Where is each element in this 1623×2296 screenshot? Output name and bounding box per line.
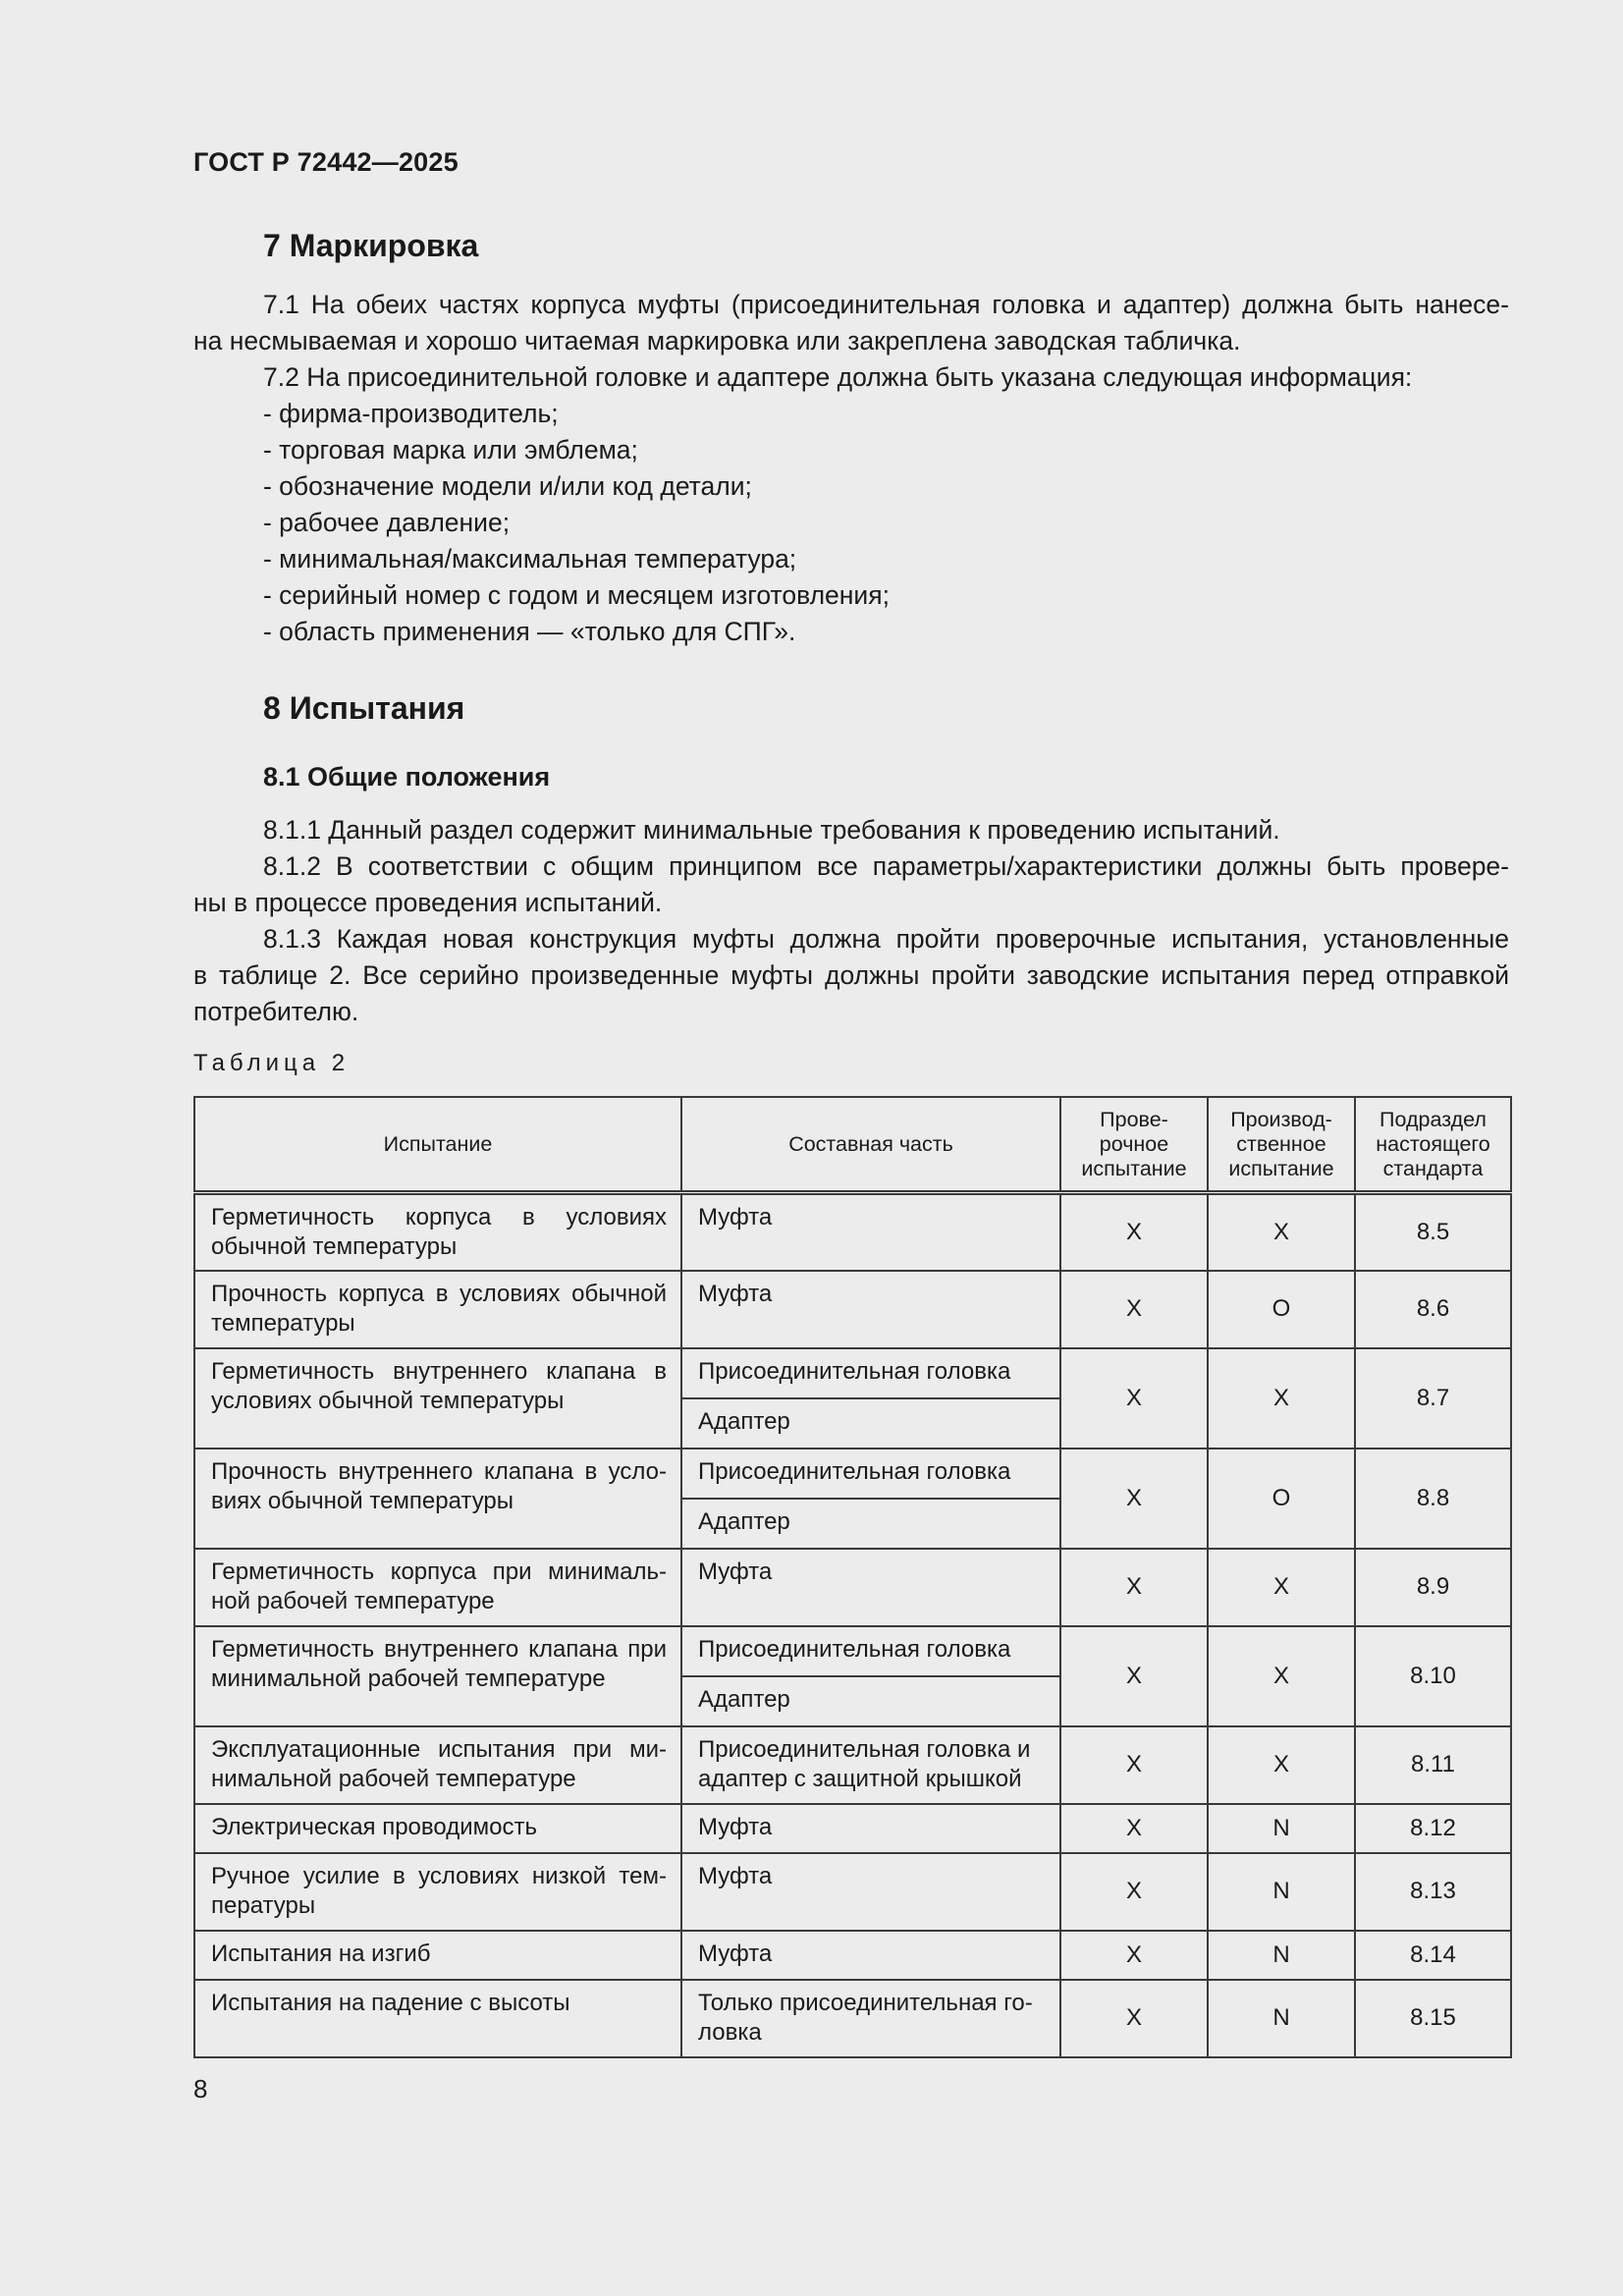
cell-verification: X <box>1060 1626 1208 1726</box>
table-row <box>194 1853 1511 1931</box>
cell-subsection: 8.5 <box>1355 1193 1511 1271</box>
cell-part: Муфта <box>681 1931 1060 1980</box>
header-production: Производ- ственное испытание <box>1208 1097 1355 1193</box>
cell-subsection: 8.11 <box>1355 1726 1511 1804</box>
cell-production: O <box>1208 1449 1355 1549</box>
list-item: - минимальная/максимальная температура; <box>263 544 797 574</box>
section-8-body <box>193 812 1509 1030</box>
cell-production: X <box>1208 1193 1355 1271</box>
header-part: Составная часть <box>681 1097 1060 1193</box>
cell-test: Герметичность внутреннего клапана при минимальной рабочей температуре <box>194 1626 681 1726</box>
cell-part: Муфта <box>681 1271 1060 1348</box>
list-item: - область применения — «только для СПГ». <box>263 617 796 646</box>
table-row <box>194 1193 1511 1271</box>
paragraph-line: на несмываемая и хорошо читаемая маркировка или закреплена заводская табличка. <box>193 326 1241 355</box>
header-subsection: Подраздел настоящего стандарта <box>1355 1097 1511 1193</box>
cell-test: Герметичность корпуса в условиях обычной температуры <box>194 1193 681 1271</box>
table-row <box>194 1626 1511 1676</box>
cell-test: Испытания на падение с высоты <box>194 1980 681 2057</box>
paragraph-line: ны в процессе проведения испытаний. <box>193 888 663 917</box>
cell-test: Испытания на изгиб <box>194 1931 681 1980</box>
cell-part: Присоединительная головка <box>681 1449 1060 1499</box>
cell-production: N <box>1208 1853 1355 1931</box>
page-number: 8 <box>193 2074 208 2104</box>
section-8-title: 8 Испытания <box>263 690 465 726</box>
cell-production: N <box>1208 1804 1355 1853</box>
table-body <box>194 1193 1511 2057</box>
cell-part: Адаптер <box>681 1398 1060 1449</box>
cell-part: Муфта <box>681 1853 1060 1931</box>
cell-test: Электрическая проводимость <box>194 1804 681 1853</box>
paragraph-line: 7.2 На присоединительной головке и адаптере должна быть указана следующая информация: <box>263 362 1413 392</box>
list-item: - обозначение модели и/или код детали; <box>263 471 752 501</box>
paragraph-line: 8.1.1 Данный раздел содержит минимальные требования к проведению испытаний. <box>263 815 1280 845</box>
cell-production: X <box>1208 1348 1355 1449</box>
paragraph-line: 8.1.3 Каждая новая конструкция муфты должна пройти проверочные испытания, установленные <box>263 924 1509 954</box>
cell-verification: X <box>1060 1980 1208 2057</box>
cell-verification: X <box>1060 1549 1208 1626</box>
cell-verification: X <box>1060 1931 1208 1980</box>
table-row <box>194 1804 1511 1853</box>
table-caption: Таблица 2 <box>193 1050 351 1076</box>
cell-verification: X <box>1060 1449 1208 1549</box>
cell-part: Только присоединительная го-ловка <box>681 1980 1060 2057</box>
cell-test: Герметичность корпуса при минималь-ной рабочей температуре <box>194 1549 681 1626</box>
cell-verification: X <box>1060 1804 1208 1853</box>
cell-subsection: 8.10 <box>1355 1626 1511 1726</box>
cell-subsection: 8.7 <box>1355 1348 1511 1449</box>
table-header-row <box>194 1097 1511 1193</box>
table-row <box>194 1980 1511 2057</box>
table-row <box>194 1931 1511 1980</box>
list-item: - рабочее давление; <box>263 508 511 537</box>
cell-production: X <box>1208 1626 1355 1726</box>
cell-test: Прочность корпуса в условиях обычной температуры <box>194 1271 681 1348</box>
document-code: ГОСТ Р 72442—2025 <box>193 147 459 177</box>
table-row <box>194 1726 1511 1804</box>
table-row <box>194 1549 1511 1626</box>
section-7-body <box>193 287 1509 650</box>
cell-production: N <box>1208 1931 1355 1980</box>
cell-subsection: 8.13 <box>1355 1853 1511 1931</box>
cell-part: Присоединительная головка <box>681 1348 1060 1398</box>
cell-subsection: 8.8 <box>1355 1449 1511 1549</box>
paragraph-line: 8.1.2 В соответствии с общим принципом все параметры/характеристики должны быть провере- <box>263 851 1509 881</box>
cell-part: Присоединительная головка и адаптер с защитной крышкой <box>681 1726 1060 1804</box>
cell-subsection: 8.14 <box>1355 1931 1511 1980</box>
header-test: Испытание <box>194 1097 681 1193</box>
list-item: - торговая марка или эмблема; <box>263 435 638 465</box>
table-row <box>194 1348 1511 1398</box>
cell-verification: X <box>1060 1271 1208 1348</box>
cell-test: Герметичность внутреннего клапана в условиях обычной температуры <box>194 1348 681 1449</box>
header-verification: Прове- рочное испытание <box>1060 1097 1208 1193</box>
subsection-8-1-title: 8.1 Общие положения <box>263 762 551 792</box>
cell-subsection: 8.12 <box>1355 1804 1511 1853</box>
cell-test: Эксплуатационные испытания при ми-нимальной рабочей температуре <box>194 1726 681 1804</box>
tests-table <box>193 1096 1512 2058</box>
paragraph-line: в таблице 2. Все серийно произведенные муфты должны пройти заводские испытания перед отправкой <box>193 960 1509 990</box>
cell-verification: X <box>1060 1726 1208 1804</box>
cell-part: Адаптер <box>681 1676 1060 1726</box>
list-item: - серийный номер с годом и месяцем изготовления; <box>263 580 890 610</box>
section-7-title: 7 Маркировка <box>263 228 479 263</box>
cell-part: Муфта <box>681 1804 1060 1853</box>
cell-subsection: 8.15 <box>1355 1980 1511 2057</box>
cell-subsection: 8.9 <box>1355 1549 1511 1626</box>
cell-part: Присоединительная головка <box>681 1626 1060 1676</box>
cell-production: X <box>1208 1726 1355 1804</box>
paragraph-line: 7.1 На обеих частях корпуса муфты (присоединительная головка и адаптер) должна быть нанесе- <box>263 290 1509 319</box>
cell-test: Прочность внутреннего клапана в усло-виях обычной температуры <box>194 1449 681 1549</box>
list-item: - фирма-производитель; <box>263 399 559 428</box>
cell-production: N <box>1208 1980 1355 2057</box>
table-row <box>194 1449 1511 1499</box>
cell-subsection: 8.6 <box>1355 1271 1511 1348</box>
cell-verification: X <box>1060 1348 1208 1449</box>
paragraph-line: потребителю. <box>193 997 359 1026</box>
cell-part: Адаптер <box>681 1499 1060 1549</box>
cell-part: Муфта <box>681 1193 1060 1271</box>
cell-verification: X <box>1060 1853 1208 1931</box>
cell-production: O <box>1208 1271 1355 1348</box>
table-row <box>194 1271 1511 1348</box>
cell-verification: X <box>1060 1193 1208 1271</box>
cell-part: Муфта <box>681 1549 1060 1626</box>
cell-test: Ручное усилие в условиях низкой тем-пературы <box>194 1853 681 1931</box>
cell-production: X <box>1208 1549 1355 1626</box>
